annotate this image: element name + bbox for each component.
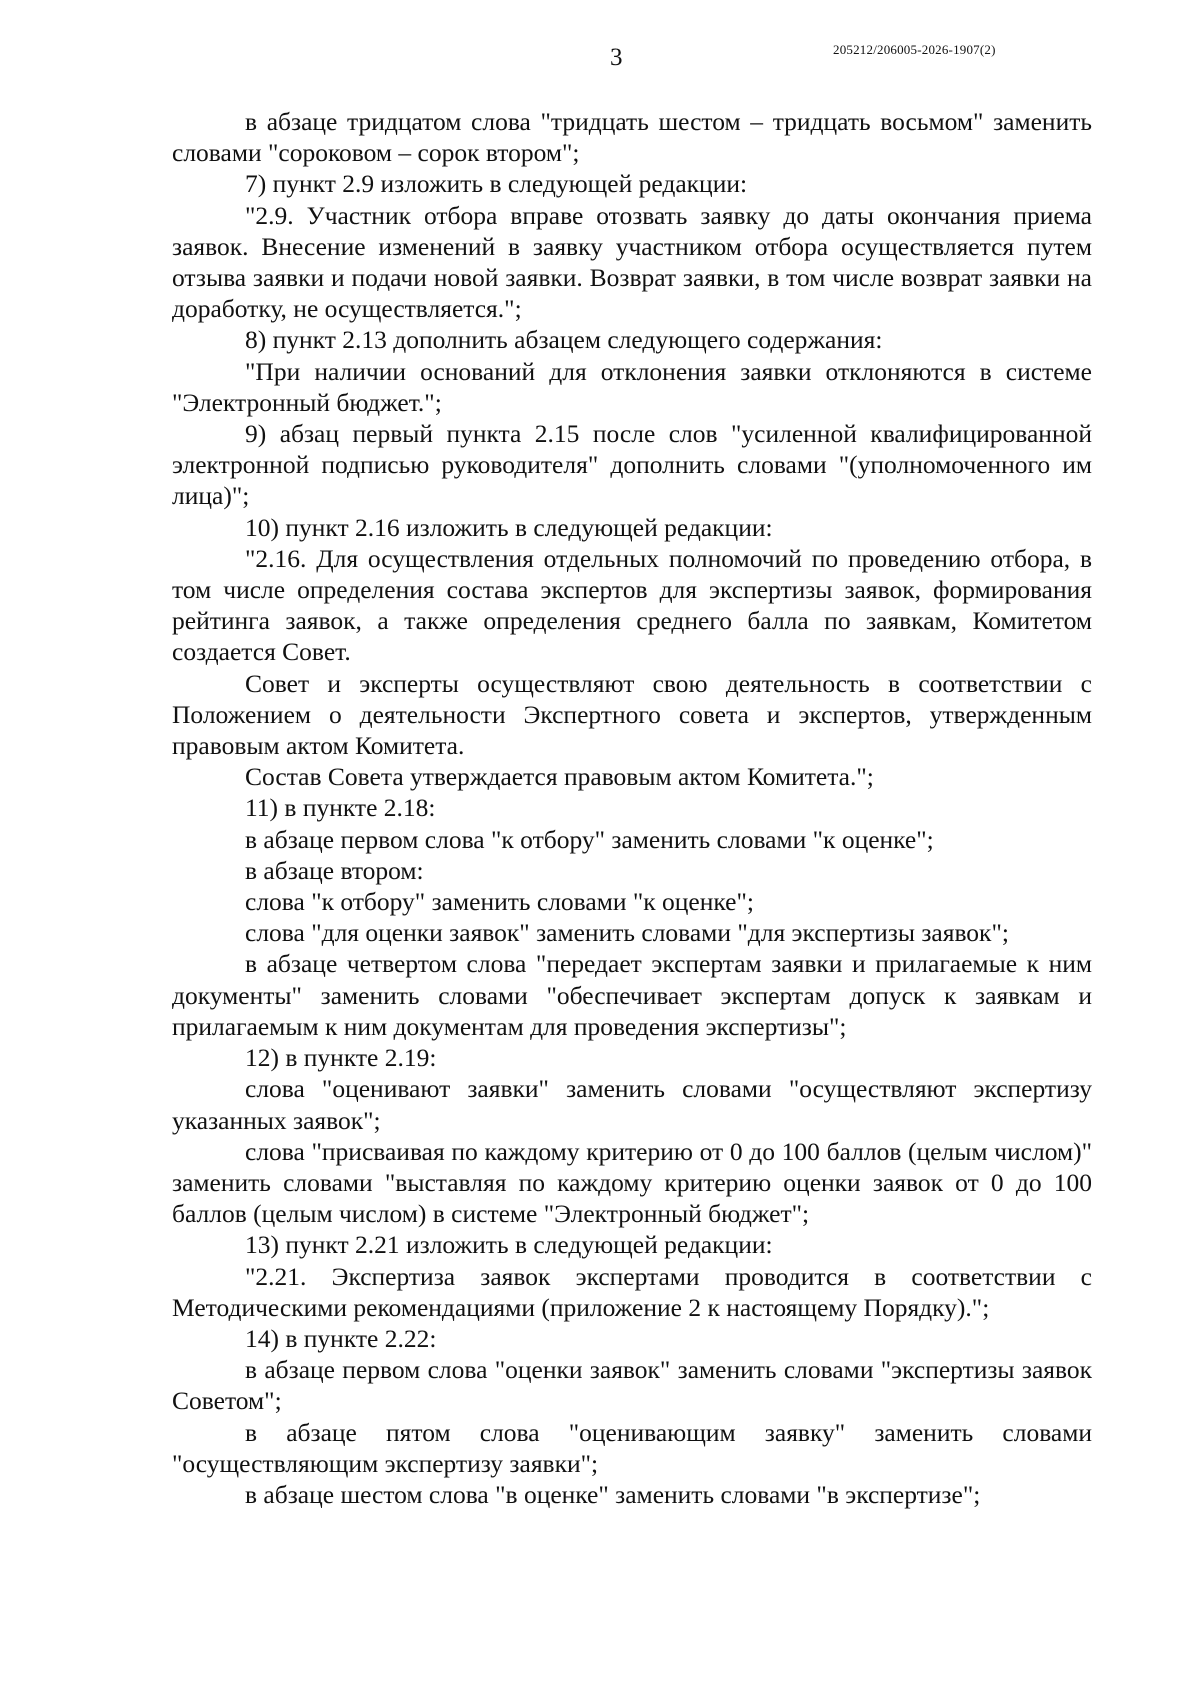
paragraph: в абзаце четвертом слова "передает экспертам заявки и прилагаемые к ним документы" заменить словами "обеспечивает экспертам допуск к заявкам и прилагаемым к ним документам для проведения экспертизы"; [172, 949, 1092, 1041]
paragraph: Совет и эксперты осуществляют свою деятельность в соответствии с Положением о деятельности Экспертного совета и экспертов, утвержденным правовым актом Комитета. [172, 668, 1092, 761]
paragraph: 9) абзац первый пункта 2.15 после слов "усиленной квалифицированной электронной подписью руководителя" дополнить словами "(уполномоченного им лица)"; [172, 419, 1092, 511]
paragraph: слова "присваивая по каждому критерию от 0 до 100 баллов (целым числом)" заменить словами "выставляя по каждому критерию оценки заявок от 0 до 100 баллов (целым числом) в системе "Электронный бюджет"; [172, 1136, 1092, 1229]
paragraph: в абзаце втором: [245, 855, 424, 885]
paragraph: 10) пункт 2.16 изложить в следующей редакции: [245, 512, 773, 542]
paragraph: 14) в пункте 2.22: [245, 1323, 437, 1353]
paragraph: в абзаце первом слова "к отбору" заменить словами "к оценке"; [245, 824, 934, 854]
paragraph: в абзаце первом слова "оценки заявок" заменить словами "экспертизы заявок Советом"; [172, 1355, 1092, 1416]
paragraph: в абзаце пятом слова "оценивающим заявку" заменить словами "осуществляющим экспертизу заявки"; [172, 1417, 1092, 1478]
paragraph: слова "для оценки заявок" заменить словами "для экспертизы заявок"; [245, 918, 1009, 948]
paragraph: 13) пункт 2.21 изложить в следующей редакции: [245, 1230, 773, 1260]
paragraph: в абзаце шестом слова "в оценке" заменить словами "в экспертизе"; [245, 1479, 981, 1509]
page-number: 3 [610, 44, 623, 71]
paragraph: "2.21. Экспертиза заявок экспертами проводится в соответствии с Методическими рекомендациями (приложение 2 к настоящему Порядку)."; [172, 1261, 1092, 1322]
document-id: 205212/206005-2026-1907(2) [833, 42, 996, 57]
paragraph: "2.9. Участник отбора вправе отозвать заявку до даты окончания приема заявок. Внесение изменений в заявку участником отбора осуществляется путем отзыва заявки и подачи новой заявки. Возврат заявки, в том числе возврат заявки на доработку, не осуществляется."; [172, 200, 1092, 324]
paragraph: в абзаце тридцатом слова "тридцать шестом – тридцать восьмом" заменить словами "сороковом – сорок втором"; [172, 107, 1092, 168]
document-body [172, 106, 1092, 1510]
paragraph: слова "к отбору" заменить словами "к оценке"; [245, 887, 754, 917]
paragraph: Состав Совета утверждается правовым актом Комитета."; [245, 762, 874, 792]
paragraph: 8) пункт 2.13 дополнить абзацем следующего содержания: [245, 325, 883, 355]
paragraph: 7) пункт 2.9 изложить в следующей редакции: [245, 169, 748, 199]
paragraph: слова "оценивают заявки" заменить словами "осуществляют экспертизу указанных заявок"; [172, 1074, 1092, 1135]
paragraph: 12) в пункте 2.19: [245, 1043, 437, 1073]
paragraph: 11) в пункте 2.18: [245, 793, 436, 823]
paragraph: "2.16. Для осуществления отдельных полномочий по проведению отбора, в том числе определения состава экспертов для экспертизы заявок, формирования рейтинга заявок, а также определения среднего балла по заявкам, Комитетом создается Совет. [172, 543, 1092, 667]
paragraph: "При наличии оснований для отклонения заявки отклоняются в системе "Электронный бюджет."; [172, 356, 1092, 417]
